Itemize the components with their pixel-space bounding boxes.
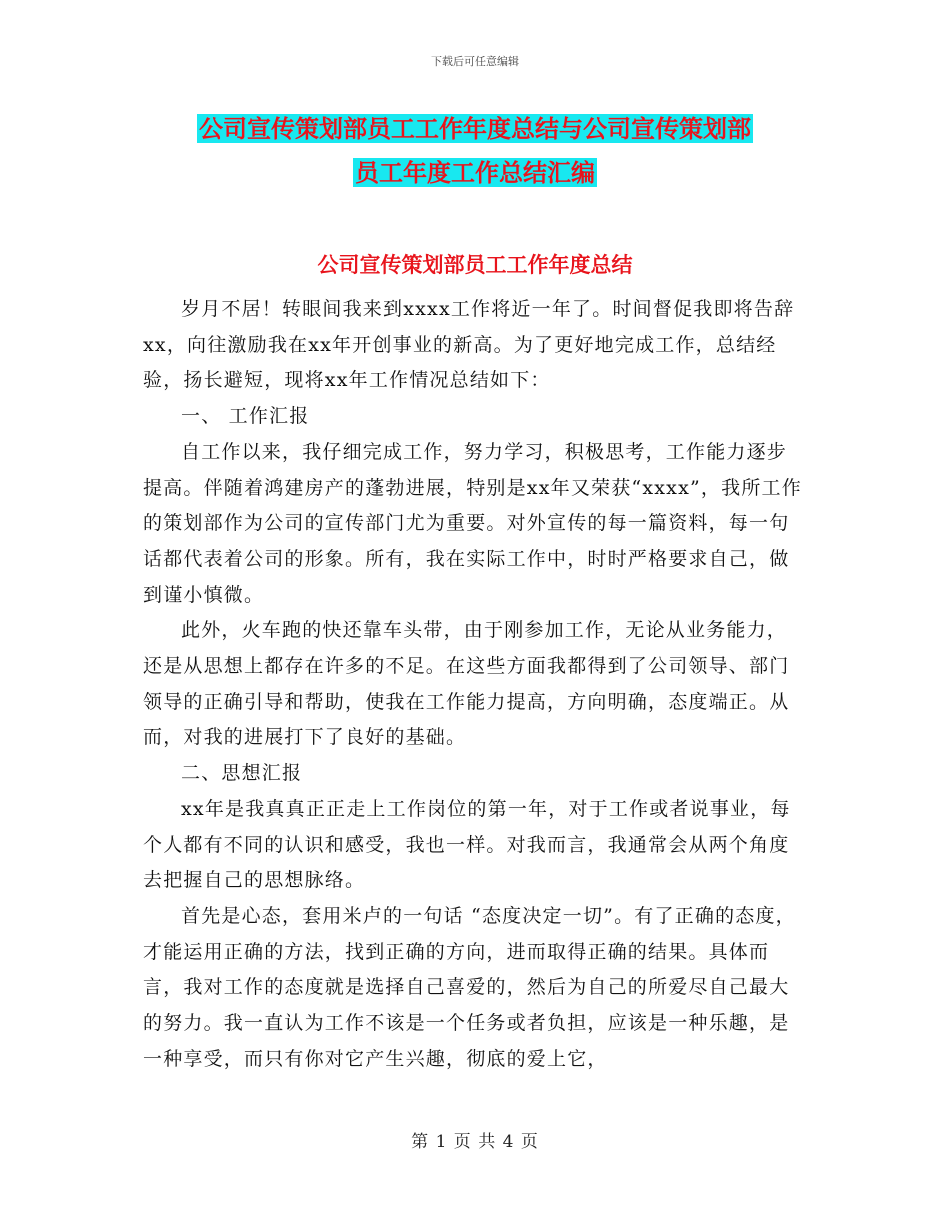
paragraph-thought-1: xx年是我真真正正走上工作岗位的第一年，对于工作或者说事业，每个人都有不同的认识和感受，我也一样。对我而言，我通常会从两个角度去把握自己的思想脉络。 [143, 797, 791, 892]
paragraph-work-2: 此外，火车跑的快还靠车头带，由于刚参加工作，无论从业务能力，还是从思想上都存在许多的不足。在这些方面我都得到了公司领导、部门领导的正确引导和帮助，使我在工作能力提高，方向明确，态度端正。从而，对我的进展打下了良好的基础。 [143, 619, 790, 749]
document-title-line-2 [0, 158, 950, 188]
paragraph-thought-2: 首先是心态，套用米卢的一句话 “态度决定一切”。有了正确的态度，才能运用正确的方法，找到正确的方向，进而取得正确的结果。具体而言，我对工作的态度就是选择自己喜爱的，然后为自己的所爱尽自己最大的努力。我一直认为工作不该是一个任务或者负担，应该是一种乐趣，是一种享受，而只有你对它产生兴趣，彻底的爱上它， [143, 904, 796, 1070]
heading-work-report: 一、 工作汇报 [181, 405, 310, 428]
page-header-note: 下载后可任意编辑 [431, 55, 519, 68]
section-title: 公司宣传策划部员工工作年度总结 [317, 252, 633, 277]
document-title-line-2-text: 员工年度工作总结汇编 [355, 158, 595, 187]
page-number: 第 1 页 共 4 页 [411, 1132, 539, 1152]
paragraph-intro: 岁月不居！转眼间我来到xxxx工作将近一年了。时间督促我即将告辞xx，向往激励我在xx年开创事业的新高。为了更好地完成工作，总结经验，扬长避短，现将xx年工作情况总结如下： [143, 298, 795, 392]
document-title-line-1-text: 公司宣传策划部员工工作年度总结与公司宣传策划部 [199, 114, 751, 143]
paragraph-work-1: 自工作以来，我仔细完成工作，努力学习，积极思考，工作能力逐步提高。伴随着鸿建房产的蓬勃进展，特别是xx年又荣获“xxxx”，我所工作的策划部作为公司的宣传部门尤为重要。对外宣传的每一篇资料，每一句话都代表着公司的形象。所有，我在实际工作中，时时严格要求自己，做到谨小慎微。 [143, 440, 802, 606]
heading-thought-report: 二、思想汇报 [181, 762, 303, 785]
document-body [143, 292, 807, 1077]
document-title-line-1 [0, 114, 950, 144]
